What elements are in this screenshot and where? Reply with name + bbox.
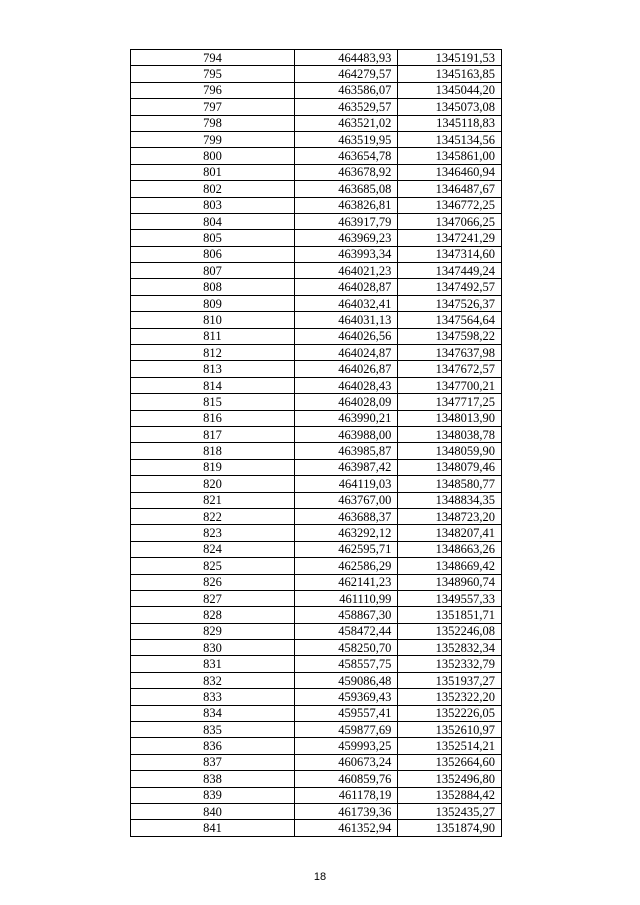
- table-row: [131, 574, 502, 590]
- table-row: [131, 181, 502, 197]
- point-number-cell: 826: [131, 574, 295, 590]
- x-coordinate-cell: 463654,78: [294, 148, 398, 164]
- y-coordinate-cell: 1348207,41: [398, 525, 502, 541]
- point-number-cell: 834: [131, 705, 295, 721]
- table-row: [131, 558, 502, 574]
- point-number-cell: 835: [131, 722, 295, 738]
- y-coordinate-cell: 1351851,71: [398, 607, 502, 623]
- x-coordinate-cell: 463688,37: [294, 508, 398, 524]
- table-row: [131, 722, 502, 738]
- table-row: [131, 312, 502, 328]
- y-coordinate-cell: 1351874,90: [398, 820, 502, 836]
- table-row: [131, 361, 502, 377]
- x-coordinate-cell: 458472,44: [294, 623, 398, 639]
- y-coordinate-cell: 1346772,25: [398, 197, 502, 213]
- x-coordinate-cell: 459557,41: [294, 705, 398, 721]
- table-row: [131, 787, 502, 803]
- point-number-cell: 822: [131, 508, 295, 524]
- point-number-cell: 794: [131, 50, 295, 66]
- x-coordinate-cell: 459086,48: [294, 672, 398, 688]
- table-row: [131, 508, 502, 524]
- y-coordinate-cell: 1347717,25: [398, 394, 502, 410]
- x-coordinate-cell: 460859,76: [294, 771, 398, 787]
- point-number-cell: 795: [131, 66, 295, 82]
- table-row: [131, 803, 502, 819]
- point-number-cell: 799: [131, 131, 295, 147]
- point-number-cell: 823: [131, 525, 295, 541]
- y-coordinate-cell: 1352226,05: [398, 705, 502, 721]
- y-coordinate-cell: 1345118,83: [398, 115, 502, 131]
- table-row: [131, 738, 502, 754]
- table-row: [131, 328, 502, 344]
- table-row: [131, 99, 502, 115]
- x-coordinate-cell: 464483,93: [294, 50, 398, 66]
- x-coordinate-cell: 464028,87: [294, 279, 398, 295]
- table-row: [131, 263, 502, 279]
- x-coordinate-cell: 459993,25: [294, 738, 398, 754]
- y-coordinate-cell: 1348723,20: [398, 508, 502, 524]
- point-number-cell: 818: [131, 443, 295, 459]
- table-row: [131, 426, 502, 442]
- y-coordinate-cell: 1345861,00: [398, 148, 502, 164]
- point-number-cell: 801: [131, 164, 295, 180]
- point-number-cell: 819: [131, 459, 295, 475]
- y-coordinate-cell: 1352435,27: [398, 803, 502, 819]
- y-coordinate-cell: 1351937,27: [398, 672, 502, 688]
- y-coordinate-cell: 1348038,78: [398, 426, 502, 442]
- point-number-cell: 811: [131, 328, 295, 344]
- y-coordinate-cell: 1348580,77: [398, 476, 502, 492]
- x-coordinate-cell: 463993,34: [294, 246, 398, 262]
- table-row: [131, 213, 502, 229]
- x-coordinate-cell: 463990,21: [294, 410, 398, 426]
- table-row: [131, 50, 502, 66]
- y-coordinate-cell: 1347526,37: [398, 295, 502, 311]
- y-coordinate-cell: 1347564,64: [398, 312, 502, 328]
- x-coordinate-cell: 464026,56: [294, 328, 398, 344]
- y-coordinate-cell: 1345134,56: [398, 131, 502, 147]
- x-coordinate-cell: 462141,23: [294, 574, 398, 590]
- point-number-cell: 803: [131, 197, 295, 213]
- x-coordinate-cell: 464031,13: [294, 312, 398, 328]
- table-row: [131, 443, 502, 459]
- x-coordinate-cell: 461178,19: [294, 787, 398, 803]
- y-coordinate-cell: 1348059,90: [398, 443, 502, 459]
- y-coordinate-cell: 1352884,42: [398, 787, 502, 803]
- x-coordinate-cell: 464279,57: [294, 66, 398, 82]
- point-number-cell: 812: [131, 345, 295, 361]
- x-coordinate-cell: 463685,08: [294, 181, 398, 197]
- y-coordinate-cell: 1345073,08: [398, 99, 502, 115]
- table-row: [131, 476, 502, 492]
- table-row: [131, 115, 502, 131]
- x-coordinate-cell: 459877,69: [294, 722, 398, 738]
- x-coordinate-cell: 464026,87: [294, 361, 398, 377]
- point-number-cell: 831: [131, 656, 295, 672]
- table-row: [131, 164, 502, 180]
- point-number-cell: 832: [131, 672, 295, 688]
- y-coordinate-cell: 1346460,94: [398, 164, 502, 180]
- table-row: [131, 607, 502, 623]
- table-row: [131, 410, 502, 426]
- x-coordinate-cell: 464032,41: [294, 295, 398, 311]
- x-coordinate-cell: 461110,99: [294, 590, 398, 606]
- table-row: [131, 492, 502, 508]
- x-coordinate-cell: 463985,87: [294, 443, 398, 459]
- table-row: [131, 672, 502, 688]
- y-coordinate-cell: 1352246,08: [398, 623, 502, 639]
- coordinates-table-body: [131, 50, 502, 837]
- table-row: [131, 66, 502, 82]
- x-coordinate-cell: 464028,09: [294, 394, 398, 410]
- x-coordinate-cell: 461352,94: [294, 820, 398, 836]
- table-row: [131, 525, 502, 541]
- point-number-cell: 840: [131, 803, 295, 819]
- point-number-cell: 824: [131, 541, 295, 557]
- table-row: [131, 623, 502, 639]
- x-coordinate-cell: 460673,24: [294, 754, 398, 770]
- point-number-cell: 806: [131, 246, 295, 262]
- y-coordinate-cell: 1345044,20: [398, 82, 502, 98]
- coordinates-table: [130, 49, 502, 837]
- table-row: [131, 82, 502, 98]
- y-coordinate-cell: 1348663,26: [398, 541, 502, 557]
- table-row: [131, 640, 502, 656]
- x-coordinate-cell: 462595,71: [294, 541, 398, 557]
- x-coordinate-cell: 463678,92: [294, 164, 398, 180]
- point-number-cell: 839: [131, 787, 295, 803]
- table-row: [131, 394, 502, 410]
- y-coordinate-cell: 1347241,29: [398, 230, 502, 246]
- x-coordinate-cell: 464024,87: [294, 345, 398, 361]
- x-coordinate-cell: 463826,81: [294, 197, 398, 213]
- x-coordinate-cell: 463521,02: [294, 115, 398, 131]
- table-row: [131, 246, 502, 262]
- point-number-cell: 825: [131, 558, 295, 574]
- point-number-cell: 809: [131, 295, 295, 311]
- point-number-cell: 829: [131, 623, 295, 639]
- x-coordinate-cell: 463292,12: [294, 525, 398, 541]
- table-row: [131, 541, 502, 557]
- table-row: [131, 689, 502, 705]
- page-number: 18: [313, 871, 327, 883]
- x-coordinate-cell: 463529,57: [294, 99, 398, 115]
- y-coordinate-cell: 1348013,90: [398, 410, 502, 426]
- y-coordinate-cell: 1347700,21: [398, 377, 502, 393]
- point-number-cell: 816: [131, 410, 295, 426]
- point-number-cell: 827: [131, 590, 295, 606]
- x-coordinate-cell: 463586,07: [294, 82, 398, 98]
- table-row: [131, 459, 502, 475]
- y-coordinate-cell: 1347637,98: [398, 345, 502, 361]
- y-coordinate-cell: 1347066,25: [398, 213, 502, 229]
- y-coordinate-cell: 1345163,85: [398, 66, 502, 82]
- y-coordinate-cell: 1352332,79: [398, 656, 502, 672]
- y-coordinate-cell: 1347314,60: [398, 246, 502, 262]
- point-number-cell: 838: [131, 771, 295, 787]
- y-coordinate-cell: 1347449,24: [398, 263, 502, 279]
- x-coordinate-cell: 458557,75: [294, 656, 398, 672]
- y-coordinate-cell: 1352610,97: [398, 722, 502, 738]
- x-coordinate-cell: 463988,00: [294, 426, 398, 442]
- y-coordinate-cell: 1352322,20: [398, 689, 502, 705]
- y-coordinate-cell: 1348669,42: [398, 558, 502, 574]
- x-coordinate-cell: 461739,36: [294, 803, 398, 819]
- x-coordinate-cell: 463987,42: [294, 459, 398, 475]
- y-coordinate-cell: 1347672,57: [398, 361, 502, 377]
- point-number-cell: 815: [131, 394, 295, 410]
- point-number-cell: 817: [131, 426, 295, 442]
- x-coordinate-cell: 459369,43: [294, 689, 398, 705]
- y-coordinate-cell: 1346487,67: [398, 181, 502, 197]
- point-number-cell: 820: [131, 476, 295, 492]
- point-number-cell: 814: [131, 377, 295, 393]
- point-number-cell: 805: [131, 230, 295, 246]
- y-coordinate-cell: 1348960,74: [398, 574, 502, 590]
- x-coordinate-cell: 458867,30: [294, 607, 398, 623]
- y-coordinate-cell: 1348834,35: [398, 492, 502, 508]
- x-coordinate-cell: 463917,79: [294, 213, 398, 229]
- table-row: [131, 131, 502, 147]
- point-number-cell: 828: [131, 607, 295, 623]
- y-coordinate-cell: 1352514,21: [398, 738, 502, 754]
- table-row: [131, 590, 502, 606]
- point-number-cell: 813: [131, 361, 295, 377]
- x-coordinate-cell: 458250,70: [294, 640, 398, 656]
- y-coordinate-cell: 1352496,80: [398, 771, 502, 787]
- table-row: [131, 705, 502, 721]
- point-number-cell: 810: [131, 312, 295, 328]
- point-number-cell: 821: [131, 492, 295, 508]
- point-number-cell: 836: [131, 738, 295, 754]
- table-row: [131, 656, 502, 672]
- table-row: [131, 820, 502, 836]
- table-row: [131, 754, 502, 770]
- y-coordinate-cell: 1345191,53: [398, 50, 502, 66]
- x-coordinate-cell: 463767,00: [294, 492, 398, 508]
- table-row: [131, 197, 502, 213]
- x-coordinate-cell: 464021,23: [294, 263, 398, 279]
- table-row: [131, 295, 502, 311]
- point-number-cell: 830: [131, 640, 295, 656]
- x-coordinate-cell: 463969,23: [294, 230, 398, 246]
- y-coordinate-cell: 1348079,46: [398, 459, 502, 475]
- table-row: [131, 230, 502, 246]
- table-row: [131, 377, 502, 393]
- point-number-cell: 804: [131, 213, 295, 229]
- y-coordinate-cell: 1349557,33: [398, 590, 502, 606]
- y-coordinate-cell: 1347492,57: [398, 279, 502, 295]
- point-number-cell: 802: [131, 181, 295, 197]
- point-number-cell: 800: [131, 148, 295, 164]
- point-number-cell: 796: [131, 82, 295, 98]
- point-number-cell: 837: [131, 754, 295, 770]
- point-number-cell: 798: [131, 115, 295, 131]
- table-row: [131, 345, 502, 361]
- x-coordinate-cell: 464119,03: [294, 476, 398, 492]
- y-coordinate-cell: 1347598,22: [398, 328, 502, 344]
- point-number-cell: 807: [131, 263, 295, 279]
- table-row: [131, 279, 502, 295]
- table-row: [131, 148, 502, 164]
- table-row: [131, 771, 502, 787]
- x-coordinate-cell: 462586,29: [294, 558, 398, 574]
- y-coordinate-cell: 1352832,34: [398, 640, 502, 656]
- point-number-cell: 797: [131, 99, 295, 115]
- y-coordinate-cell: 1352664,60: [398, 754, 502, 770]
- x-coordinate-cell: 464028,43: [294, 377, 398, 393]
- point-number-cell: 841: [131, 820, 295, 836]
- x-coordinate-cell: 463519,95: [294, 131, 398, 147]
- point-number-cell: 808: [131, 279, 295, 295]
- point-number-cell: 833: [131, 689, 295, 705]
